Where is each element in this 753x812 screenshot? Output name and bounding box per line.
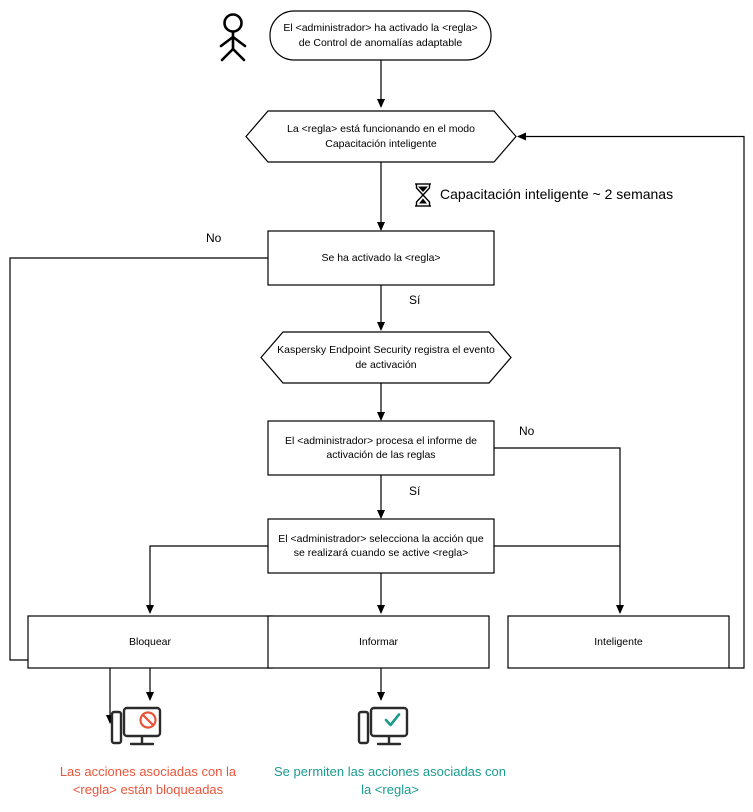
node-inform-label: Informar <box>358 635 399 648</box>
node-smart-label: Inteligente <box>594 635 643 648</box>
training-duration-annotation: Capacitación inteligente ~ 2 semanas <box>440 186 674 202</box>
node-start-shape <box>270 11 491 60</box>
edge-trigger-no <box>10 258 268 660</box>
node-trigger-line1: Se ha activado la <regla> <box>321 251 441 264</box>
node-block-shape <box>28 616 272 668</box>
node-action-line1: El <administrador> selecciona la acción que <box>278 532 484 545</box>
node-report-line2: activación de las reglas <box>326 449 436 461</box>
edge-trigger-no-arrow <box>90 660 110 723</box>
edge-label-trigger-yes: Sí <box>409 293 421 307</box>
caption-allowed-line2: la <regla> <box>361 781 419 797</box>
node-start-line2: de Control de anomalías adaptable <box>298 36 463 49</box>
node-event-line1: Kaspersky Endpoint Security registra el evento <box>277 344 495 357</box>
caption-allowed <box>250 763 530 798</box>
monitor-allowed-icon <box>359 708 407 744</box>
caption-blocked-line2: <regla> están bloqueadas <box>72 781 224 797</box>
node-smart-shape <box>508 616 729 668</box>
node-training-line2: Capacitación inteligente <box>325 137 437 150</box>
node-training-shape <box>246 111 516 162</box>
caption-blocked <box>18 763 278 798</box>
node-report-line1: El <administrador> procesa el informe de <box>284 434 477 447</box>
node-event-shape <box>261 332 511 383</box>
node-trigger-shape <box>268 231 494 285</box>
user-icon <box>221 15 245 61</box>
hourglass-icon <box>415 184 431 206</box>
edge-action-to-block <box>150 546 268 613</box>
node-training-line1: La <regla> está funcionando en el modo <box>287 123 475 136</box>
edge-report-no <box>494 448 620 613</box>
edge-label-report-no: No <box>519 424 535 438</box>
edge-smart-loopback <box>518 137 744 669</box>
node-action-shape <box>268 519 494 573</box>
monitor-blocked-icon <box>112 708 160 744</box>
node-start-line1: El <administrador> ha activado la <regla> <box>283 22 478 35</box>
node-block-label: Bloquear <box>128 635 172 648</box>
node-action-line2: se realizará cuando se active <regla> <box>293 547 469 559</box>
node-inform-shape <box>268 616 489 668</box>
edge-label-trigger-no: No <box>206 231 222 245</box>
node-event-line2: de activación <box>355 358 417 371</box>
node-report-shape <box>268 421 494 475</box>
edge-label-report-yes: Sí <box>409 484 421 498</box>
caption-blocked-line1: Las acciones asociadas con la <box>59 764 237 779</box>
caption-allowed-line1: Se permiten las acciones asociadas con <box>274 764 506 779</box>
